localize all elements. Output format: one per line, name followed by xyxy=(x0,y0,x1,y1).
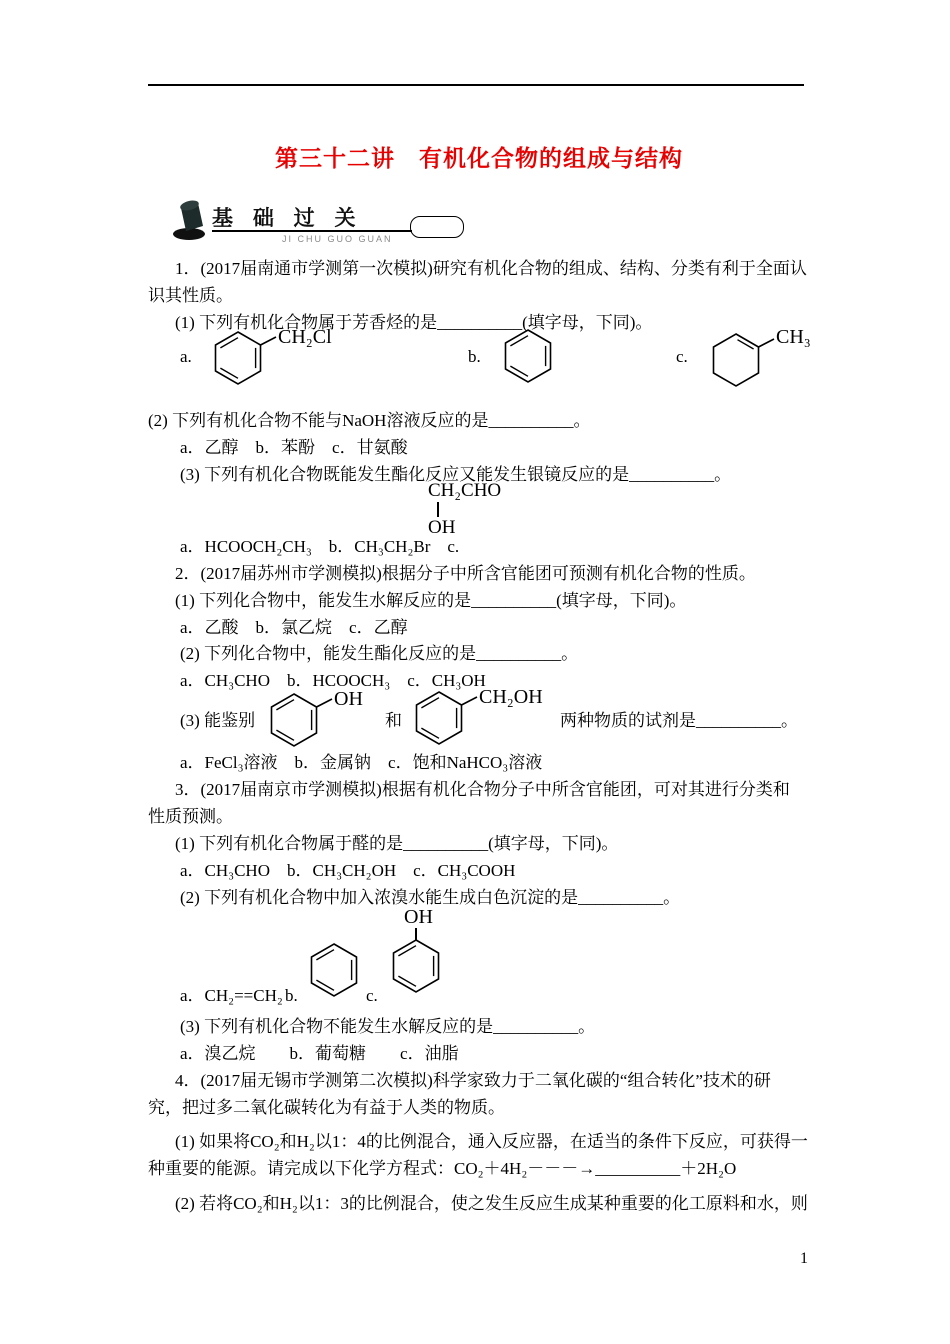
q4-part1-line1: (1) 如果将CO₂和H₂以1：4的比例混合，通入反应器，在适当的条件下反应，可获得一 xyxy=(175,1132,808,1151)
q4-part1-line2: 种重要的能源。请完成以下化学方程式：CO₂＋4H₂－－－→__________＋2H₂O xyxy=(148,1159,737,1178)
badge-pinyin: JI CHU GUO GUAN xyxy=(282,234,393,244)
q1-part2-options: a．乙醇 b．苯酚 c．甘氨酸 xyxy=(180,438,408,457)
badge-end-box xyxy=(410,216,464,238)
q2-part3-options: a．FeCl₃溶液 b．金属钠 c．饱和NaHCO₃溶液 xyxy=(180,753,543,772)
badge-underline xyxy=(212,230,412,232)
q1-stem-line1: 1．(2017届南通市学测第一次模拟)研究有机化合物的组成、结构、分类有利于全面认 xyxy=(175,259,807,278)
q2-part2: (2) 下列化合物中，能发生酯化反应的是__________。 xyxy=(180,644,579,663)
q1-struct-a-formula: CH₂Cl xyxy=(278,326,332,348)
benzene-ring xyxy=(390,938,442,994)
cyclohexene-ring xyxy=(710,332,776,388)
benzene-ring xyxy=(212,330,278,386)
page-number: 1 xyxy=(800,1250,808,1267)
q1-struct-c-formula: CH₃ xyxy=(776,326,811,348)
q3-part2: (2) 下列有机化合物中加入浓溴水能生成白色沉淀的是__________。 xyxy=(180,888,681,907)
benzene-ring xyxy=(308,942,360,998)
badge-label: 基 础 过 关 xyxy=(212,207,363,230)
benzene-ring xyxy=(413,690,479,746)
page-title: 第三十二讲 有机化合物的组成与结构 xyxy=(275,145,683,171)
q3-stem-line1: 3．(2017届南京市学测模拟)根据有机化合物分子中所含官能团，可对其进行分类和 xyxy=(175,780,790,799)
q1-option-c-label: c. xyxy=(676,347,688,366)
q2-part1-options: a．乙酸 b．氯乙烷 c．乙醇 xyxy=(180,618,408,637)
benzene-ring xyxy=(502,328,554,384)
q2-part3-mid: 和 xyxy=(385,711,402,730)
bond-line xyxy=(437,502,439,517)
q1-struct3-bottom: OH xyxy=(428,517,456,538)
q2-part2-options: a．CH₃CHO b．HCOOCH₃ c．CH₃OH xyxy=(180,671,486,690)
q2-phenol-formula: OH xyxy=(334,688,363,710)
q2-part3-suffix: 两种物质的试剂是__________。 xyxy=(560,711,798,730)
q2-benzyl-formula: CH₂OH xyxy=(479,686,543,708)
q1-option-a-label: a. xyxy=(180,347,192,366)
q3-part2-option-a: a．CH₂==CH₂ xyxy=(180,986,283,1005)
q3-stem-line2: 性质预测。 xyxy=(148,807,233,826)
benzene-ring xyxy=(268,692,334,748)
q2-part3-prefix: (3) 能鉴别 xyxy=(180,711,256,730)
q3-part1: (1) 下列有机化合物属于醛的是__________(填字母，下同)。 xyxy=(175,834,619,853)
q1-option-b-label: b. xyxy=(468,347,481,366)
q1-part3: (3) 下列有机化合物既能发生酯化反应又能发生银镜反应的是__________。 xyxy=(180,465,732,484)
q4-stem-line1: 4．(2017届无锡市学测第二次模拟)科学家致力于二氧化碳的“组合转化”技术的研 xyxy=(175,1071,771,1090)
q2-stem: 2．(2017届苏州市学测模拟)根据分子中所含官能团可预测有机化合物的性质。 xyxy=(175,564,756,583)
q3-part2-option-c-label: c. xyxy=(366,986,378,1005)
q3-part3: (3) 下列有机化合物不能发生水解反应的是__________。 xyxy=(180,1017,596,1036)
stamp-icon xyxy=(172,196,212,242)
q4-part2: (2) 若将CO₂和H₂以1：3的比例混合，使之发生反应生成某种重要的化工原料和水，则 xyxy=(175,1194,808,1213)
q3-part2-option-b-label: b. xyxy=(285,986,298,1005)
q1-part2: (2) 下列有机化合物不能与NaOH溶液反应的是__________。 xyxy=(148,411,591,430)
q1-struct3-top: CH₂CHO xyxy=(428,480,502,501)
q3-phenol-oh: OH xyxy=(404,906,433,928)
top-rule xyxy=(148,84,804,86)
q1-part1: (1) 下列有机化合物属于芳香烃的是__________(填字母，下同)。 xyxy=(175,313,653,332)
q1-part3-options: a．HCOOCH₂CH₃ b．CH₃CH₂Br c. xyxy=(180,537,460,556)
q4-stem-line2: 究，把过多二氧化碳转化为有益于人类的物质。 xyxy=(148,1098,505,1117)
q3-part3-options: a．溴乙烷 b．葡萄糖 c．油脂 xyxy=(180,1044,459,1063)
q1-stem-line2: 识其性质。 xyxy=(148,286,233,305)
q3-part1-options: a．CH₃CHO b．CH₃CH₂OH c．CH₃COOH xyxy=(180,861,516,880)
q2-part1: (1) 下列化合物中，能发生水解反应的是__________(填字母，下同)。 xyxy=(175,591,687,610)
